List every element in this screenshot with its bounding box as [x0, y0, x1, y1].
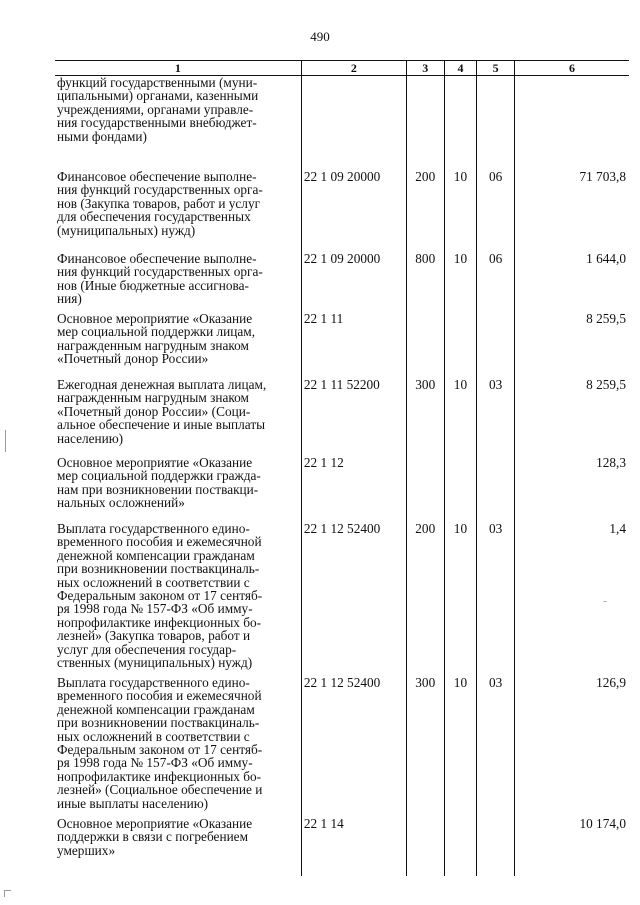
budget-table [55, 60, 629, 876]
table-body [55, 76, 629, 876]
row-amount: 71 703,8 [579, 169, 626, 184]
row-target-code: 22 1 12 [303, 455, 344, 470]
row-subsection: 03 [489, 521, 503, 536]
column-section [444, 76, 477, 876]
row-description: Выплата государственного едино- временного пособия и ежемесячной денежной компенсации гражданам при возникновении поствакциналь- ных осложнений в соответствии с Федеральным законом от 17 сентяб- ря 1998 года № 157-ФЗ «Об имму- нопрофилактике инфекционных бо- лезней» (Закупка товаров, работ и услуг для обеспечения государ- ственных (муниципальных) нужд) [57, 521, 263, 671]
row-target-code: 22 1 12 52400 [303, 521, 381, 536]
row-description: Основное мероприятие «Оказание мер социальной поддержки гражда- нам при возникновении поствакци- нальных осложнений» [57, 455, 261, 511]
header-col-5: 5 [476, 61, 514, 75]
row-description: Основное мероприятие «Оказание мер социальной поддержки лицам, награжденным нагрудным знаком «Почетный донор России» [57, 311, 256, 367]
row-subsection: 06 [489, 251, 503, 266]
row-target-code: 22 1 12 52400 [303, 675, 381, 690]
row-section: 10 [453, 169, 468, 184]
row-subsection: 03 [489, 675, 503, 690]
row-target-code: 22 1 09 20000 [303, 251, 381, 266]
row-description: Основное мероприятие «Оказание поддержки в связи с погребением умерших» [57, 816, 253, 858]
row-amount: 128,3 [596, 455, 626, 470]
row-amount: 10 174,0 [579, 816, 626, 831]
header-col-4: 4 [444, 61, 477, 75]
scan-margin-mark [5, 430, 6, 452]
row-description: Финансовое обеспечение выполне- ния функций государственных орга- нов (Закупка товаров, работ и услуг для обеспечения государственных (муниципальных) нужд) [57, 169, 263, 238]
row-amount: 126,9 [596, 675, 626, 690]
row-subsection: 03 [489, 377, 503, 392]
column-subsection [476, 76, 514, 876]
row-section: 10 [453, 675, 468, 690]
row-description: Выплата государственного едино- временного пособия и ежемесячной денежной компенсации гражданам при возникновении поствакциналь- ных осложнений в соответствии с Федеральным законом от 17 сентяб- ря 1998 года № 157-ФЗ «Об имму- нопрофилактике инфекционных бо- лезней» (Социальное обеспечение и иные выплаты населению) [57, 675, 263, 811]
row-description: Ежегодная денежная выплата лицам, награжденным нагрудным знаком «Почетный донор России» (Соци- альное обеспечение и иные выплаты населению) [57, 377, 267, 446]
row-amount: 1 644,0 [586, 251, 626, 266]
column-amount [514, 76, 629, 876]
row-amount: 8 259,5 [586, 377, 626, 392]
row-expense-type: 300 [415, 377, 436, 392]
row-section: 10 [453, 521, 468, 536]
row-amount: 1,4 [609, 521, 626, 536]
column-expense-type [406, 76, 444, 876]
row-amount: 8 259,5 [586, 311, 626, 326]
header-col-2: 2 [301, 61, 406, 75]
header-col-3: 3 [406, 61, 444, 75]
row-target-code: 22 1 11 [303, 311, 344, 326]
row-description: Финансовое обеспечение выполне- ния функций государственных орга- нов (Иные бюджетные ассигнова- ния) [57, 251, 263, 307]
row-subsection: 06 [489, 169, 503, 184]
header-col-6: 6 [514, 61, 629, 75]
row-expense-type: 800 [415, 251, 436, 266]
header-col-1: 1 [174, 61, 181, 75]
row-expense-type: 200 [415, 169, 436, 184]
row-description: функций государственными (муни- ципальными) органами, казенными учреждениями, органами управле- ния государственными внебюджет- ными фондами) [57, 75, 259, 144]
row-target-code: 22 1 09 20000 [303, 169, 381, 184]
scan-tick-mark [603, 601, 607, 602]
row-expense-type: 300 [415, 675, 436, 690]
row-target-code: 22 1 11 52200 [303, 377, 380, 392]
row-expense-type: 200 [415, 521, 436, 536]
page-number: 490 [310, 29, 330, 44]
row-target-code: 22 1 14 [303, 816, 344, 831]
row-section: 10 [453, 377, 468, 392]
column-description [55, 76, 301, 876]
scan-corner-mark [4, 890, 11, 897]
row-section: 10 [453, 251, 468, 266]
table-header-row [55, 60, 629, 76]
column-target-code [301, 76, 406, 876]
